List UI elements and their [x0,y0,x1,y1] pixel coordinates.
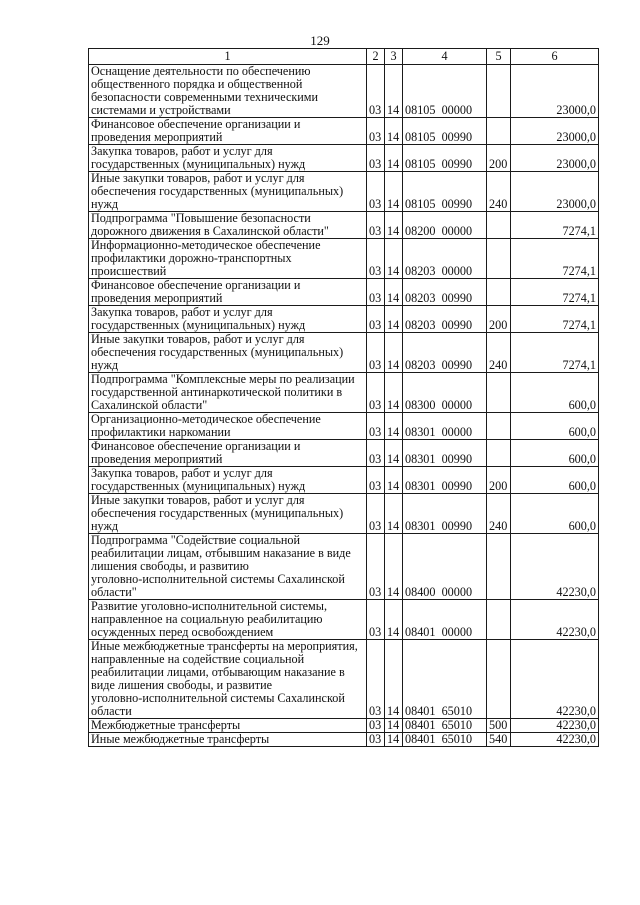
target-article-cell: 08203 00990 [403,333,487,373]
section-code-cell: 03 [367,719,385,733]
target-article-cell: 08301 00990 [403,440,487,467]
target-article-cell: 08105 00000 [403,65,487,118]
expense-type-cell: 240 [487,172,511,212]
target-article-cell: 08401 00000 [403,600,487,640]
subsection-code-cell: 14 [385,279,403,306]
expense-type-cell [487,118,511,145]
subsection-code-cell: 14 [385,306,403,333]
table-row [89,413,599,440]
amount-cell: 23000,0 [511,172,599,212]
amount-cell: 7274,1 [511,279,599,306]
table-row [89,640,599,719]
section-code-cell: 03 [367,239,385,279]
expense-type-cell: 500 [487,719,511,733]
section-code-cell: 03 [367,600,385,640]
amount-cell: 600,0 [511,440,599,467]
section-code-cell: 03 [367,733,385,747]
subsection-code-cell: 14 [385,239,403,279]
section-code-cell: 03 [367,494,385,534]
subsection-code-cell: 14 [385,413,403,440]
amount-cell: 600,0 [511,494,599,534]
subsection-code-cell: 14 [385,440,403,467]
expense-type-cell: 200 [487,145,511,172]
subsection-code-cell: 14 [385,333,403,373]
section-code-cell: 03 [367,65,385,118]
table-row [89,373,599,413]
item-name-cell: Развитие уголовно-исполнительной системы, направленное на социальную реабилитацию осужденных перед освобождением [89,600,367,640]
item-name-cell: Иные закупки товаров, работ и услуг для обеспечения государственных (муниципальных) нужд [89,333,367,373]
expense-type-cell: 200 [487,467,511,494]
subsection-code-cell: 14 [385,212,403,239]
amount-cell: 600,0 [511,467,599,494]
section-code-cell: 03 [367,172,385,212]
table-row [89,333,599,373]
expense-type-cell: 240 [487,494,511,534]
expense-type-cell [487,65,511,118]
table-row [89,440,599,467]
item-name-cell: Иные межбюджетные трансферты [89,733,367,747]
target-article-cell: 08300 00000 [403,373,487,413]
section-code-cell: 03 [367,640,385,719]
table-row [89,494,599,534]
amount-cell: 7274,1 [511,212,599,239]
amount-cell: 600,0 [511,413,599,440]
amount-cell: 42230,0 [511,733,599,747]
target-article-cell: 08105 00990 [403,172,487,212]
subsection-code-cell: 14 [385,494,403,534]
item-name-cell: Финансовое обеспечение организации и проведения мероприятий [89,440,367,467]
table-body [89,65,599,747]
subsection-code-cell: 14 [385,172,403,212]
table-row [89,239,599,279]
expense-type-cell [487,440,511,467]
target-article-cell: 08203 00990 [403,306,487,333]
item-name-cell: Финансовое обеспечение организации и проведения мероприятий [89,279,367,306]
item-name-cell: Межбюджетные трансферты [89,719,367,733]
section-code-cell: 03 [367,373,385,413]
table-row [89,733,599,747]
table-row [89,534,599,600]
expense-type-cell [487,279,511,306]
expense-type-cell: 240 [487,333,511,373]
item-name-cell: Иные межбюджетные трансферты на мероприятия, направленные на содействие социальной реабилитации лицами, отбывающим наказание в виде лишения свободы, и развитие уголовно-исполнительной системы Сахалинской области [89,640,367,719]
expense-type-cell: 540 [487,733,511,747]
section-code-cell: 03 [367,212,385,239]
expense-type-cell [487,413,511,440]
budget-table [88,48,599,747]
item-name-cell: Закупка товаров, работ и услуг для государственных (муниципальных) нужд [89,145,367,172]
item-name-cell: Информационно-методическое обеспечение профилактики дорожно-транспортных происшествий [89,239,367,279]
column-header: 3 [385,49,403,65]
amount-cell: 42230,0 [511,640,599,719]
column-header: 4 [403,49,487,65]
amount-cell: 7274,1 [511,239,599,279]
expense-type-cell [487,373,511,413]
section-code-cell: 03 [367,467,385,494]
amount-cell: 23000,0 [511,118,599,145]
amount-cell: 7274,1 [511,333,599,373]
subsection-code-cell: 14 [385,640,403,719]
target-article-cell: 08200 00000 [403,212,487,239]
amount-cell: 7274,1 [511,306,599,333]
section-code-cell: 03 [367,306,385,333]
table-row [89,172,599,212]
amount-cell: 42230,0 [511,534,599,600]
item-name-cell: Закупка товаров, работ и услуг для государственных (муниципальных) нужд [89,467,367,494]
expense-type-cell [487,640,511,719]
item-name-cell: Подпрограмма "Повышение безопасности дорожного движения в Сахалинской области" [89,212,367,239]
column-header: 6 [511,49,599,65]
amount-cell: 23000,0 [511,145,599,172]
table-row [89,600,599,640]
table-row [89,118,599,145]
section-code-cell: 03 [367,145,385,172]
target-article-cell: 08301 00990 [403,494,487,534]
table-row [89,467,599,494]
table-header-row [89,49,599,65]
target-article-cell: 08401 65010 [403,640,487,719]
item-name-cell: Закупка товаров, работ и услуг для государственных (муниципальных) нужд [89,306,367,333]
target-article-cell: 08401 65010 [403,719,487,733]
table-row [89,719,599,733]
subsection-code-cell: 14 [385,118,403,145]
table-row [89,145,599,172]
item-name-cell: Организационно-методическое обеспечение профилактики наркомании [89,413,367,440]
expense-type-cell: 200 [487,306,511,333]
item-name-cell: Подпрограмма "Комплексные меры по реализации государственной антинаркотической политики в Сахалинской области" [89,373,367,413]
section-code-cell: 03 [367,534,385,600]
amount-cell: 23000,0 [511,65,599,118]
target-article-cell: 08105 00990 [403,118,487,145]
expense-type-cell [487,600,511,640]
item-name-cell: Иные закупки товаров, работ и услуг для обеспечения государственных (муниципальных) нужд [89,494,367,534]
subsection-code-cell: 14 [385,467,403,494]
subsection-code-cell: 14 [385,534,403,600]
column-header: 2 [367,49,385,65]
amount-cell: 600,0 [511,373,599,413]
section-code-cell: 03 [367,279,385,306]
expense-type-cell [487,534,511,600]
target-article-cell: 08105 00990 [403,145,487,172]
column-header: 1 [89,49,367,65]
item-name-cell: Финансовое обеспечение организации и проведения мероприятий [89,118,367,145]
target-article-cell: 08401 65010 [403,733,487,747]
item-name-cell: Подпрограмма "Содействие социальной реабилитации лицам, отбывшим наказание в виде лишения свободы, и развитию уголовно-исполнительной системы Сахалинской области" [89,534,367,600]
page-number: 129 [310,33,330,48]
expense-type-cell [487,212,511,239]
subsection-code-cell: 14 [385,600,403,640]
subsection-code-cell: 14 [385,373,403,413]
table-row [89,306,599,333]
amount-cell: 42230,0 [511,600,599,640]
subsection-code-cell: 14 [385,719,403,733]
expense-type-cell [487,239,511,279]
table-row [89,212,599,239]
table-row [89,279,599,306]
subsection-code-cell: 14 [385,733,403,747]
section-code-cell: 03 [367,440,385,467]
target-article-cell: 08301 00000 [403,413,487,440]
target-article-cell: 08400 00000 [403,534,487,600]
column-header: 5 [487,49,511,65]
subsection-code-cell: 14 [385,145,403,172]
target-article-cell: 08203 00990 [403,279,487,306]
section-code-cell: 03 [367,118,385,145]
subsection-code-cell: 14 [385,65,403,118]
item-name-cell: Иные закупки товаров, работ и услуг для обеспечения государственных (муниципальных) нужд [89,172,367,212]
amount-cell: 42230,0 [511,719,599,733]
section-code-cell: 03 [367,413,385,440]
item-name-cell: Оснащение деятельности по обеспечению общественного порядка и общественной безопасности современными техническими системами и устройствами [89,65,367,118]
target-article-cell: 08301 00990 [403,467,487,494]
section-code-cell: 03 [367,333,385,373]
target-article-cell: 08203 00000 [403,239,487,279]
table-row [89,65,599,118]
